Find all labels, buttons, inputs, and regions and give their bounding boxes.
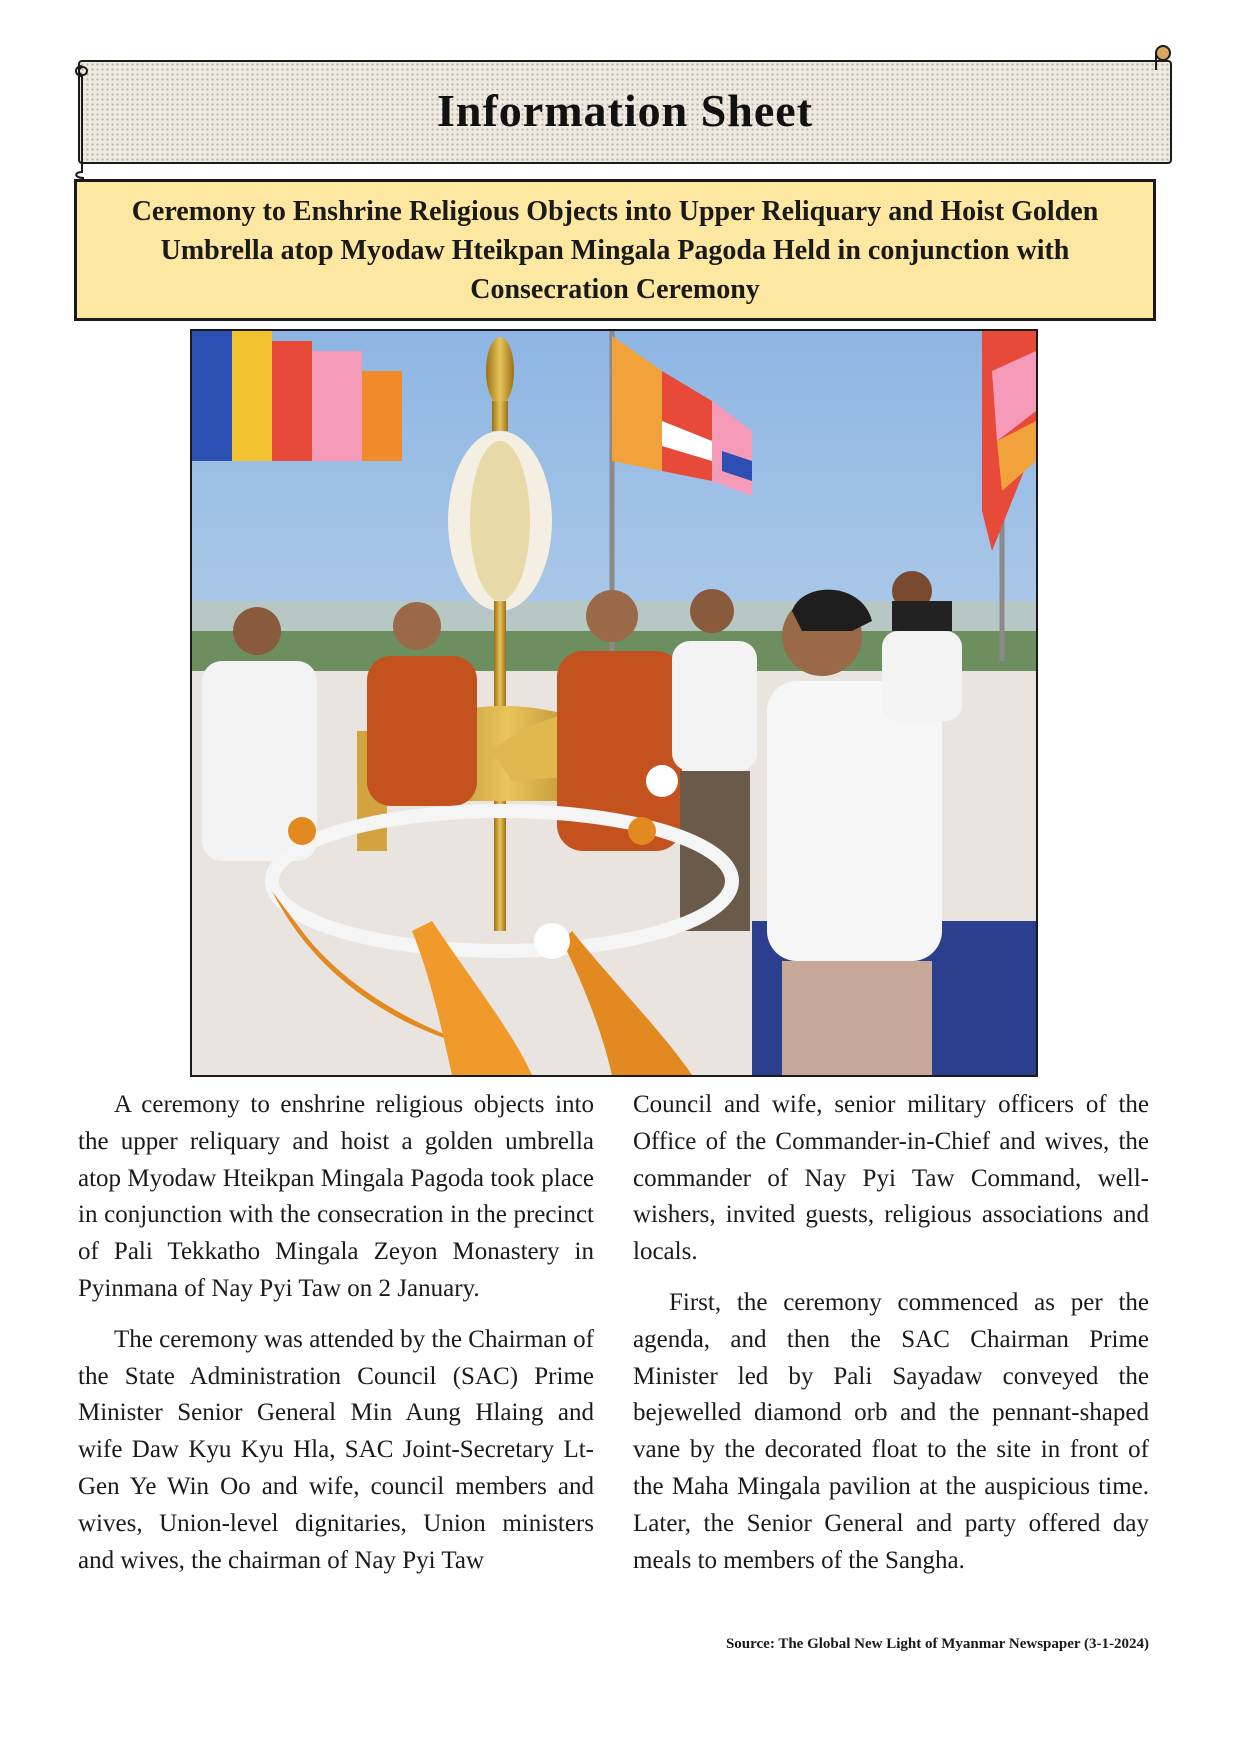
- scroll-curl-right-icon: [1150, 42, 1176, 72]
- ceremony-photo-illustration: [192, 331, 1036, 1075]
- headline-box: [74, 179, 1156, 321]
- article-paragraph-2-continued: Council and wife, senior military officers of the Office of the Commander-in-Chief and wives, the commander of Nay Pyi Taw Command, well-wishers, invited guests, religious associations and locals.: [633, 1091, 1149, 1266]
- scroll-curl-left-icon: [70, 62, 94, 180]
- article-paragraph-1: A ceremony to enshrine religious objects into the upper reliquary and hoist a golden umbrella atop Myodaw Hteikpan Mingala Pagoda took place in conjunction with the consecration in the precinct of Pali Tekkatho Mingala Zeyon Monastery in Pyinmana of Nay Pyi Taw on 2 January.: [78, 1091, 594, 1302]
- article-paragraph-2: The ceremony was attended by the Chairman of the State Administration Council (SAC) Prime Minister Senior General Min Aung Hlaing and wife Daw Kyu Kyu Hla, SAC Joint-Secretary Lt-Gen Ye Win Oo and wife, council members and wives, Union-level dignitaries, Union ministers and wives, the chairman of Nay Pyi Taw: [78, 1325, 594, 1574]
- article-paragraph-3: First, the ceremony commenced as per the agenda, and then the SAC Chairman Prime Minister led by Pali Sayadaw conveyed the bejewelled diamond orb and the pennant-shaped vane by the decorated float to the site in front of the Maha Mingala pavilion at the auspicious time. Later, the Senior General and party offered day meals to members of the Sangha.: [633, 1288, 1149, 1574]
- article-column-right: [633, 1087, 1149, 1593]
- headline: Ceremony to Enshrine Religious Objects into Upper Reliquary and Hoist Golden Umbrella atop Myodaw Hteikpan Mingala Pagoda Held in conjunction with Consecration Ceremony: [131, 195, 1099, 305]
- title-banner: [78, 60, 1172, 164]
- source-citation: Source: The Global New Light of Myanmar Newspaper (3-1-2024): [725, 1636, 1149, 1652]
- article-column-left: [78, 1087, 594, 1593]
- ceremony-photo: [190, 329, 1038, 1077]
- page-title: Information Sheet: [436, 85, 814, 136]
